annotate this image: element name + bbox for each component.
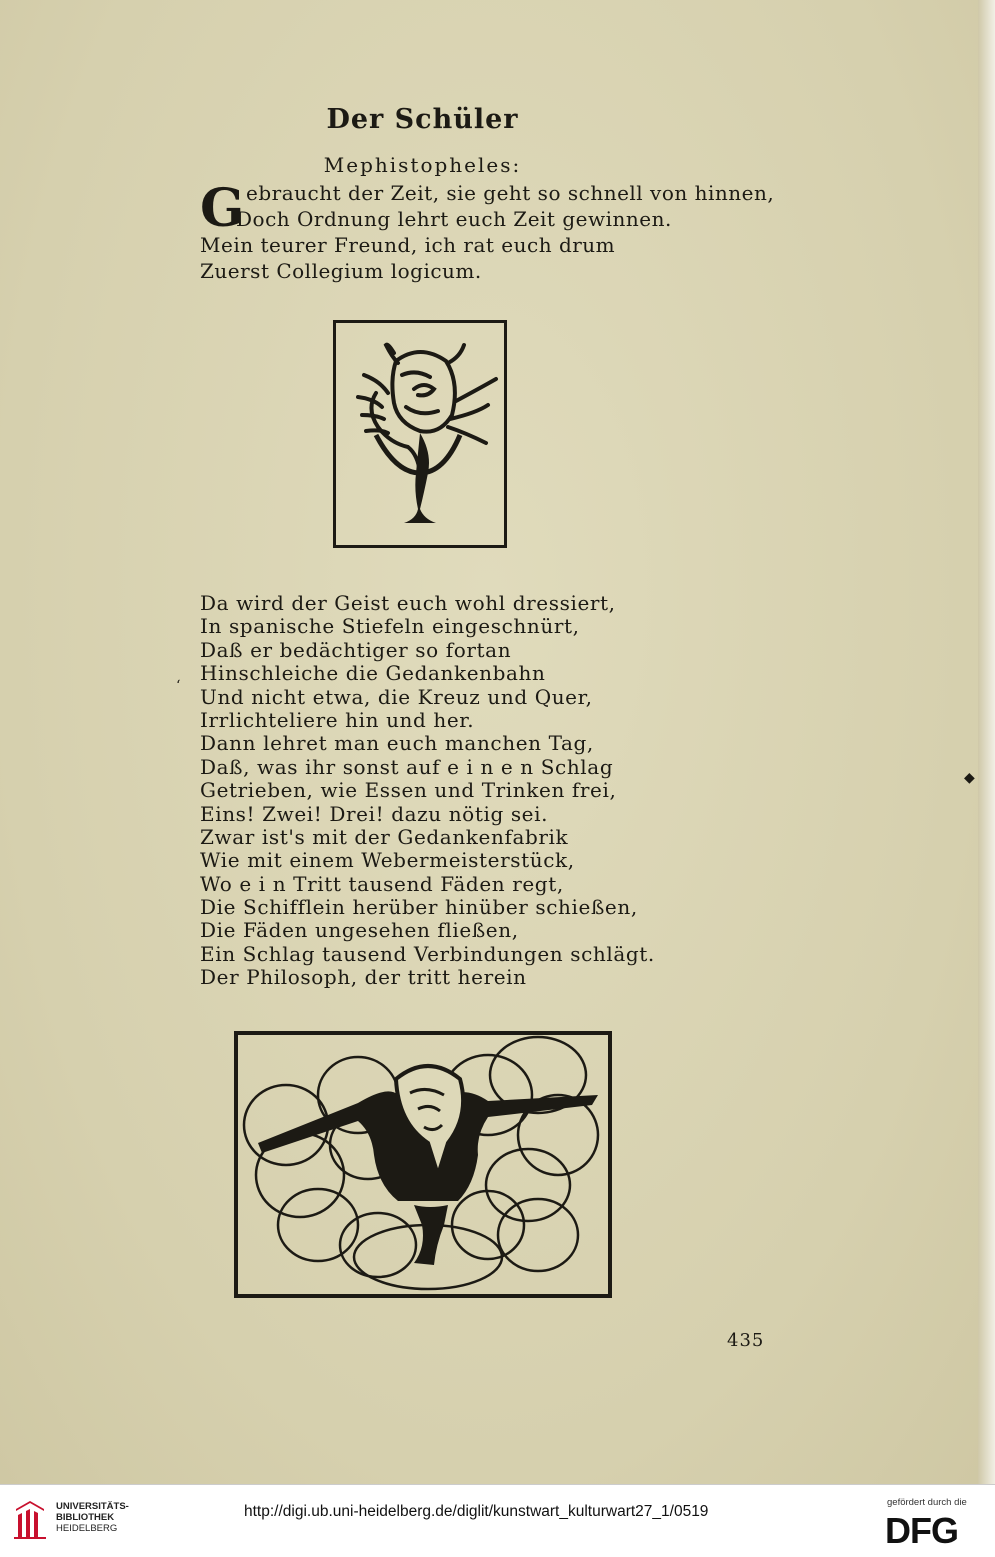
library-name-line: BIBLIOTHEK [56,1512,115,1523]
verse-line: Der Philosoph, der tritt herein [200,965,527,990]
verse-line: In spanische Stiefeln eingeschnürt, [200,614,580,639]
library-name-line: HEIDELBERG [56,1523,118,1534]
devil-goblet-drawing [336,323,504,545]
verse-line: Eins! Zwei! Drei! dazu nötig sei. [200,801,549,826]
verse-line: Zwar ist's mit der Gedankenfabrik [200,824,569,849]
verse-line: Wie mit einem Webermeisterstück, [200,848,575,873]
verse-line: Da wird der Geist euch wohl dressiert, [200,591,616,615]
philosopher-illustration [234,1031,612,1298]
library-name [56,1501,129,1534]
poem-title: Der Schüler [326,104,519,135]
verse-line: Doch Ordnung lehrt euch Zeit gewinnen. [236,207,672,231]
verse-line: Zuerst Collegium logicum. [200,259,482,283]
page-edge [978,0,995,1484]
verse-intro [200,180,774,284]
dfg-logo: DFG [885,1510,958,1551]
verse-line: Mein teurer Freund, ich rat euch drum [200,233,616,257]
verse-line: Daß, was ihr sonst auf e i n e n Schlag [200,754,614,779]
verse-line: Wo e i n Tritt tausend Fäden regt, [200,871,564,896]
speaker-name: Mephistopheles: [323,153,522,177]
margin-mark: ʻ [176,678,181,694]
verse-line: Irrlichteliere hin und her. [200,707,475,732]
verse-line: ebraucht der Zeit, sie geht so schnell von hinnen, [246,181,775,205]
philosopher-drawing [238,1035,608,1294]
permalink-url[interactable]: http://digi.ub.uni-heidelberg.de/diglit/kunstwart_kulturwart27_1/0519 [244,1503,709,1520]
verse-line: Daß er bedächtiger so fortan [200,637,512,662]
verse-line: Dann lehret man euch manchen Tag, [200,731,594,756]
margin-mark: ◆ [964,770,975,786]
verse-line: Die Schifflein herüber hinüber schießen, [200,895,638,920]
viewer-footer [0,1484,995,1557]
verse-line: Getrieben, wie Essen und Trinken frei, [200,778,617,803]
verse-line: Und nicht etwa, die Kreuz und Quer, [200,684,593,709]
verse-line: Hinschleiche die Gedankenbahn [200,661,546,686]
page-number: 435 [727,1330,765,1351]
drop-cap: G [200,178,245,239]
verse-line: Die Fäden ungesehen fließen, [200,918,519,943]
devil-goblet-illustration [333,320,507,548]
funding-label: gefördert durch die [887,1497,967,1508]
verse-line: Ein Schlag tausend Verbindungen schlägt. [200,941,655,966]
library-name-line: UNIVERSITÄTS- [56,1501,129,1512]
verse-main [200,592,655,990]
ub-heidelberg-logo-icon [14,1499,48,1539]
